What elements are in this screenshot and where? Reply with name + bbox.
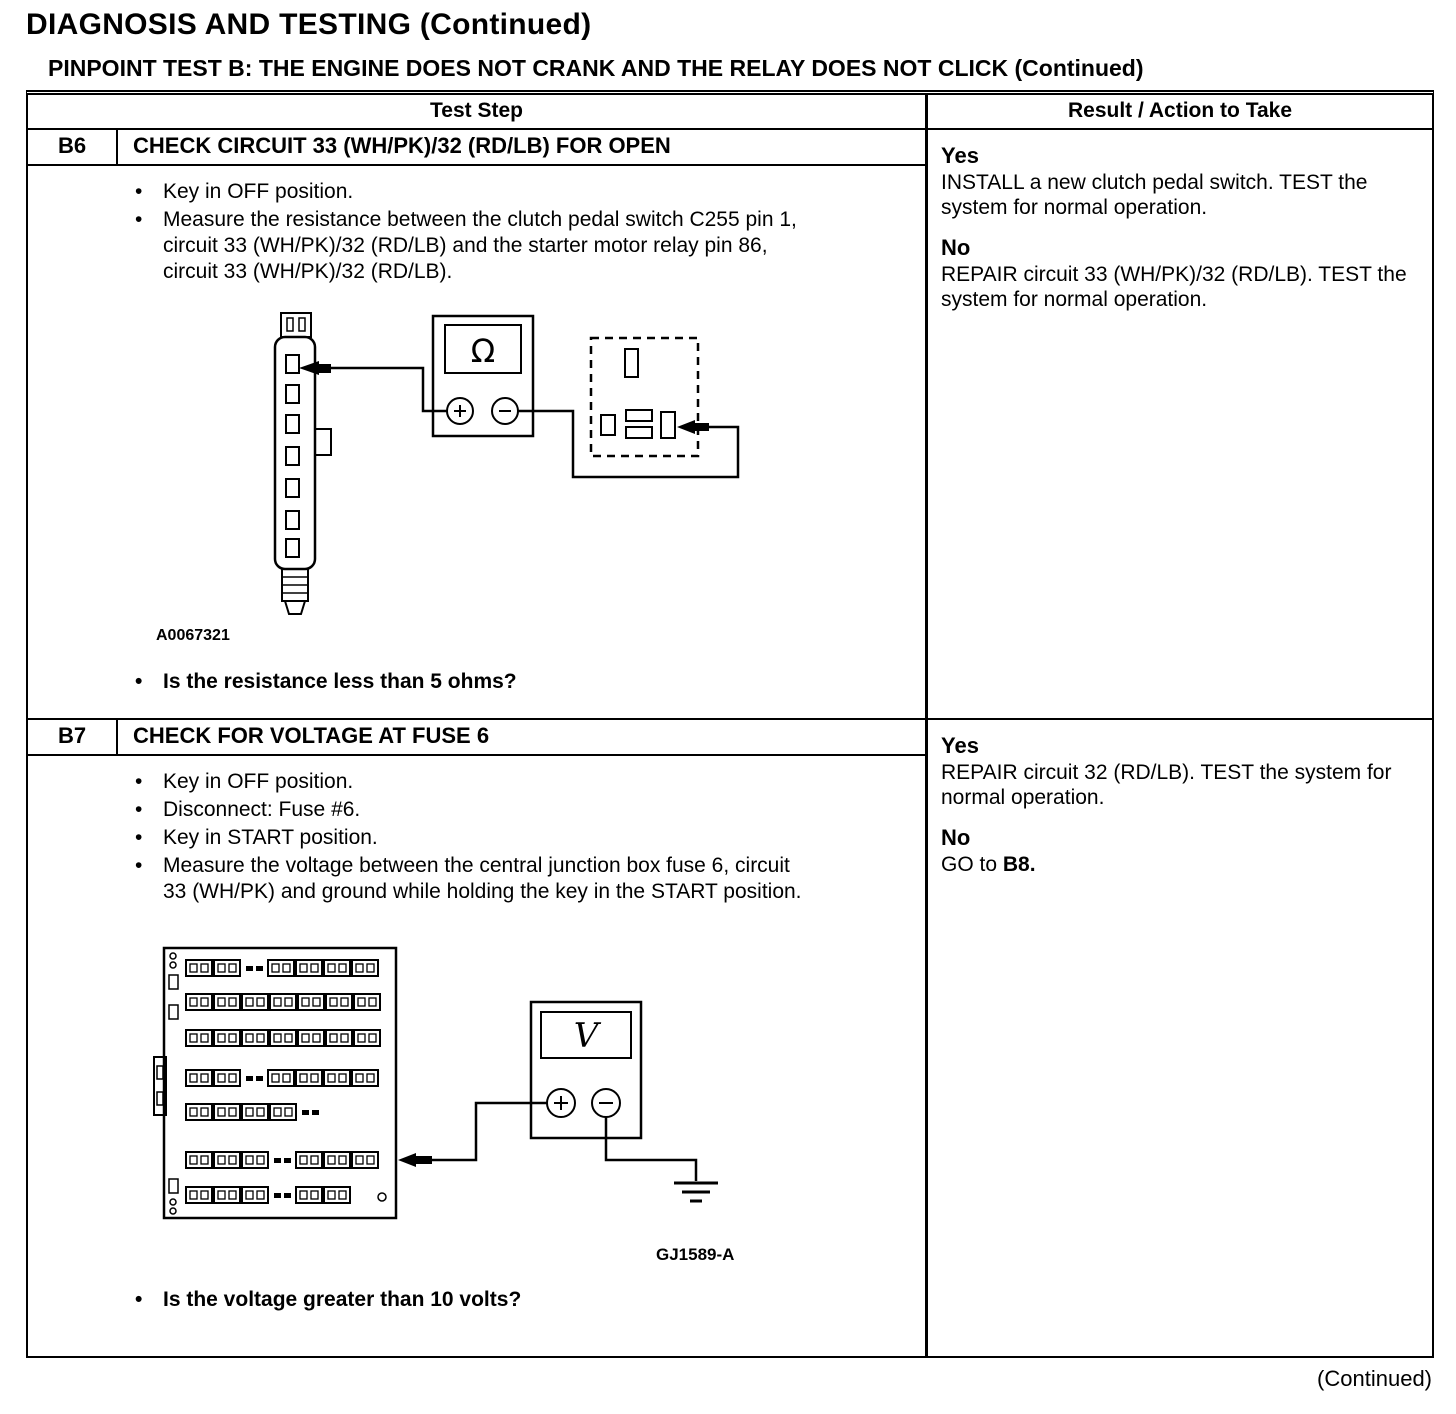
b7-no-action xyxy=(941,852,1419,878)
b7-no-label: No xyxy=(941,825,971,851)
table-row-b7 xyxy=(28,720,1432,1356)
b6-no-action: REPAIR circuit 33 (WH/PK)/32 (RD/LB). TEST the system for normal operation. xyxy=(941,262,1407,312)
b6-step-body xyxy=(28,166,925,695)
ground-symbol-icon xyxy=(674,1183,718,1201)
b7-question-list xyxy=(28,1287,925,1313)
column-header-test-step: Test Step xyxy=(28,95,928,128)
volt-symbol: V xyxy=(573,1016,599,1057)
table-header-row xyxy=(28,95,1432,130)
b7-step-body xyxy=(28,756,925,1313)
b7-test-step-cell xyxy=(28,720,928,1356)
figure-label: GJ1589-A xyxy=(656,1245,735,1265)
b7-voltage-test-diagram xyxy=(146,945,776,1245)
bullet-item: • Disconnect: Fuse #6. xyxy=(123,797,813,823)
bullet-item: • Measure the resistance between the clutch pedal switch C255 pin 1, circuit 33 (WH/PK)/32 (RD/LB) and the starter motor relay pin 86, circuit 33 (WH/PK)/32 (RD/LB). xyxy=(123,207,813,285)
spacer xyxy=(941,811,1419,825)
column-header-result: Result / Action to Take xyxy=(1067,99,1293,122)
b6-instruction-list xyxy=(28,179,925,285)
b7-instruction-list xyxy=(28,769,925,905)
b7-step-id: B7 xyxy=(28,720,118,754)
b6-step-id: B6 xyxy=(28,130,118,164)
b6-yes-label: Yes xyxy=(941,143,979,168)
continued-footer: (Continued) xyxy=(1317,1366,1432,1391)
b7-step-title: CHECK FOR VOLTAGE AT FUSE 6 xyxy=(133,723,490,748)
bullet-item: • Measure the voltage between the central junction box fuse 6, circuit 33 (WH/PK) and ground while holding the key in the START position. xyxy=(123,853,813,905)
b6-resistance-test-diagram xyxy=(273,311,753,623)
ohm-symbol: Ω xyxy=(470,332,496,371)
clutch-pedal-switch-icon xyxy=(275,313,331,614)
b7-step-band xyxy=(28,720,925,756)
central-junction-box-icon xyxy=(154,948,396,1218)
b7-yes-action: REPAIR circuit 32 (RD/LB). TEST the system for normal operation. xyxy=(941,760,1392,810)
b6-yes-action: INSTALL a new clutch pedal switch. TEST the system for normal operation. xyxy=(941,170,1368,220)
pinpoint-test-table xyxy=(26,90,1434,1358)
b6-question-list xyxy=(28,669,925,695)
b7-no-action-target: B8. xyxy=(1002,852,1036,876)
pinpoint-test-title: PINPOINT TEST B: THE ENGINE DOES NOT CRANK AND THE RELAY DOES NOT CLICK (Continued) xyxy=(48,55,1144,81)
b7-yes-label: Yes xyxy=(941,733,979,758)
bullet-item: • Key in OFF position. xyxy=(123,179,813,205)
figure-label: A0067321 xyxy=(156,627,230,645)
b7-result-cell xyxy=(928,720,1432,1356)
bullet-item: • Key in START position. xyxy=(123,825,813,851)
page-title: DIAGNOSIS AND TESTING (Continued) xyxy=(26,8,592,41)
test-lead-wire xyxy=(331,368,447,411)
spacer xyxy=(941,221,1419,235)
bullet-item: • Key in OFF position. xyxy=(123,769,813,795)
b6-step-band xyxy=(28,130,925,166)
b6-result-cell xyxy=(928,130,1432,718)
test-probe-icon xyxy=(299,361,331,375)
test-probe-icon xyxy=(398,1153,432,1167)
voltmeter-icon xyxy=(531,1002,641,1138)
b6-step-title: CHECK CIRCUIT 33 (WH/PK)/32 (RD/LB) FOR OPEN xyxy=(133,133,671,158)
b7-no-action-prefix: GO to xyxy=(941,852,1003,876)
table-row-b6 xyxy=(28,130,1432,720)
b7-question: • Is the voltage greater than 10 volts? xyxy=(123,1287,813,1313)
b6-question: • Is the resistance less than 5 ohms? xyxy=(123,669,813,695)
b6-no-label: No xyxy=(941,235,971,261)
b6-test-step-cell xyxy=(28,130,928,718)
starter-motor-relay-icon xyxy=(591,338,698,456)
